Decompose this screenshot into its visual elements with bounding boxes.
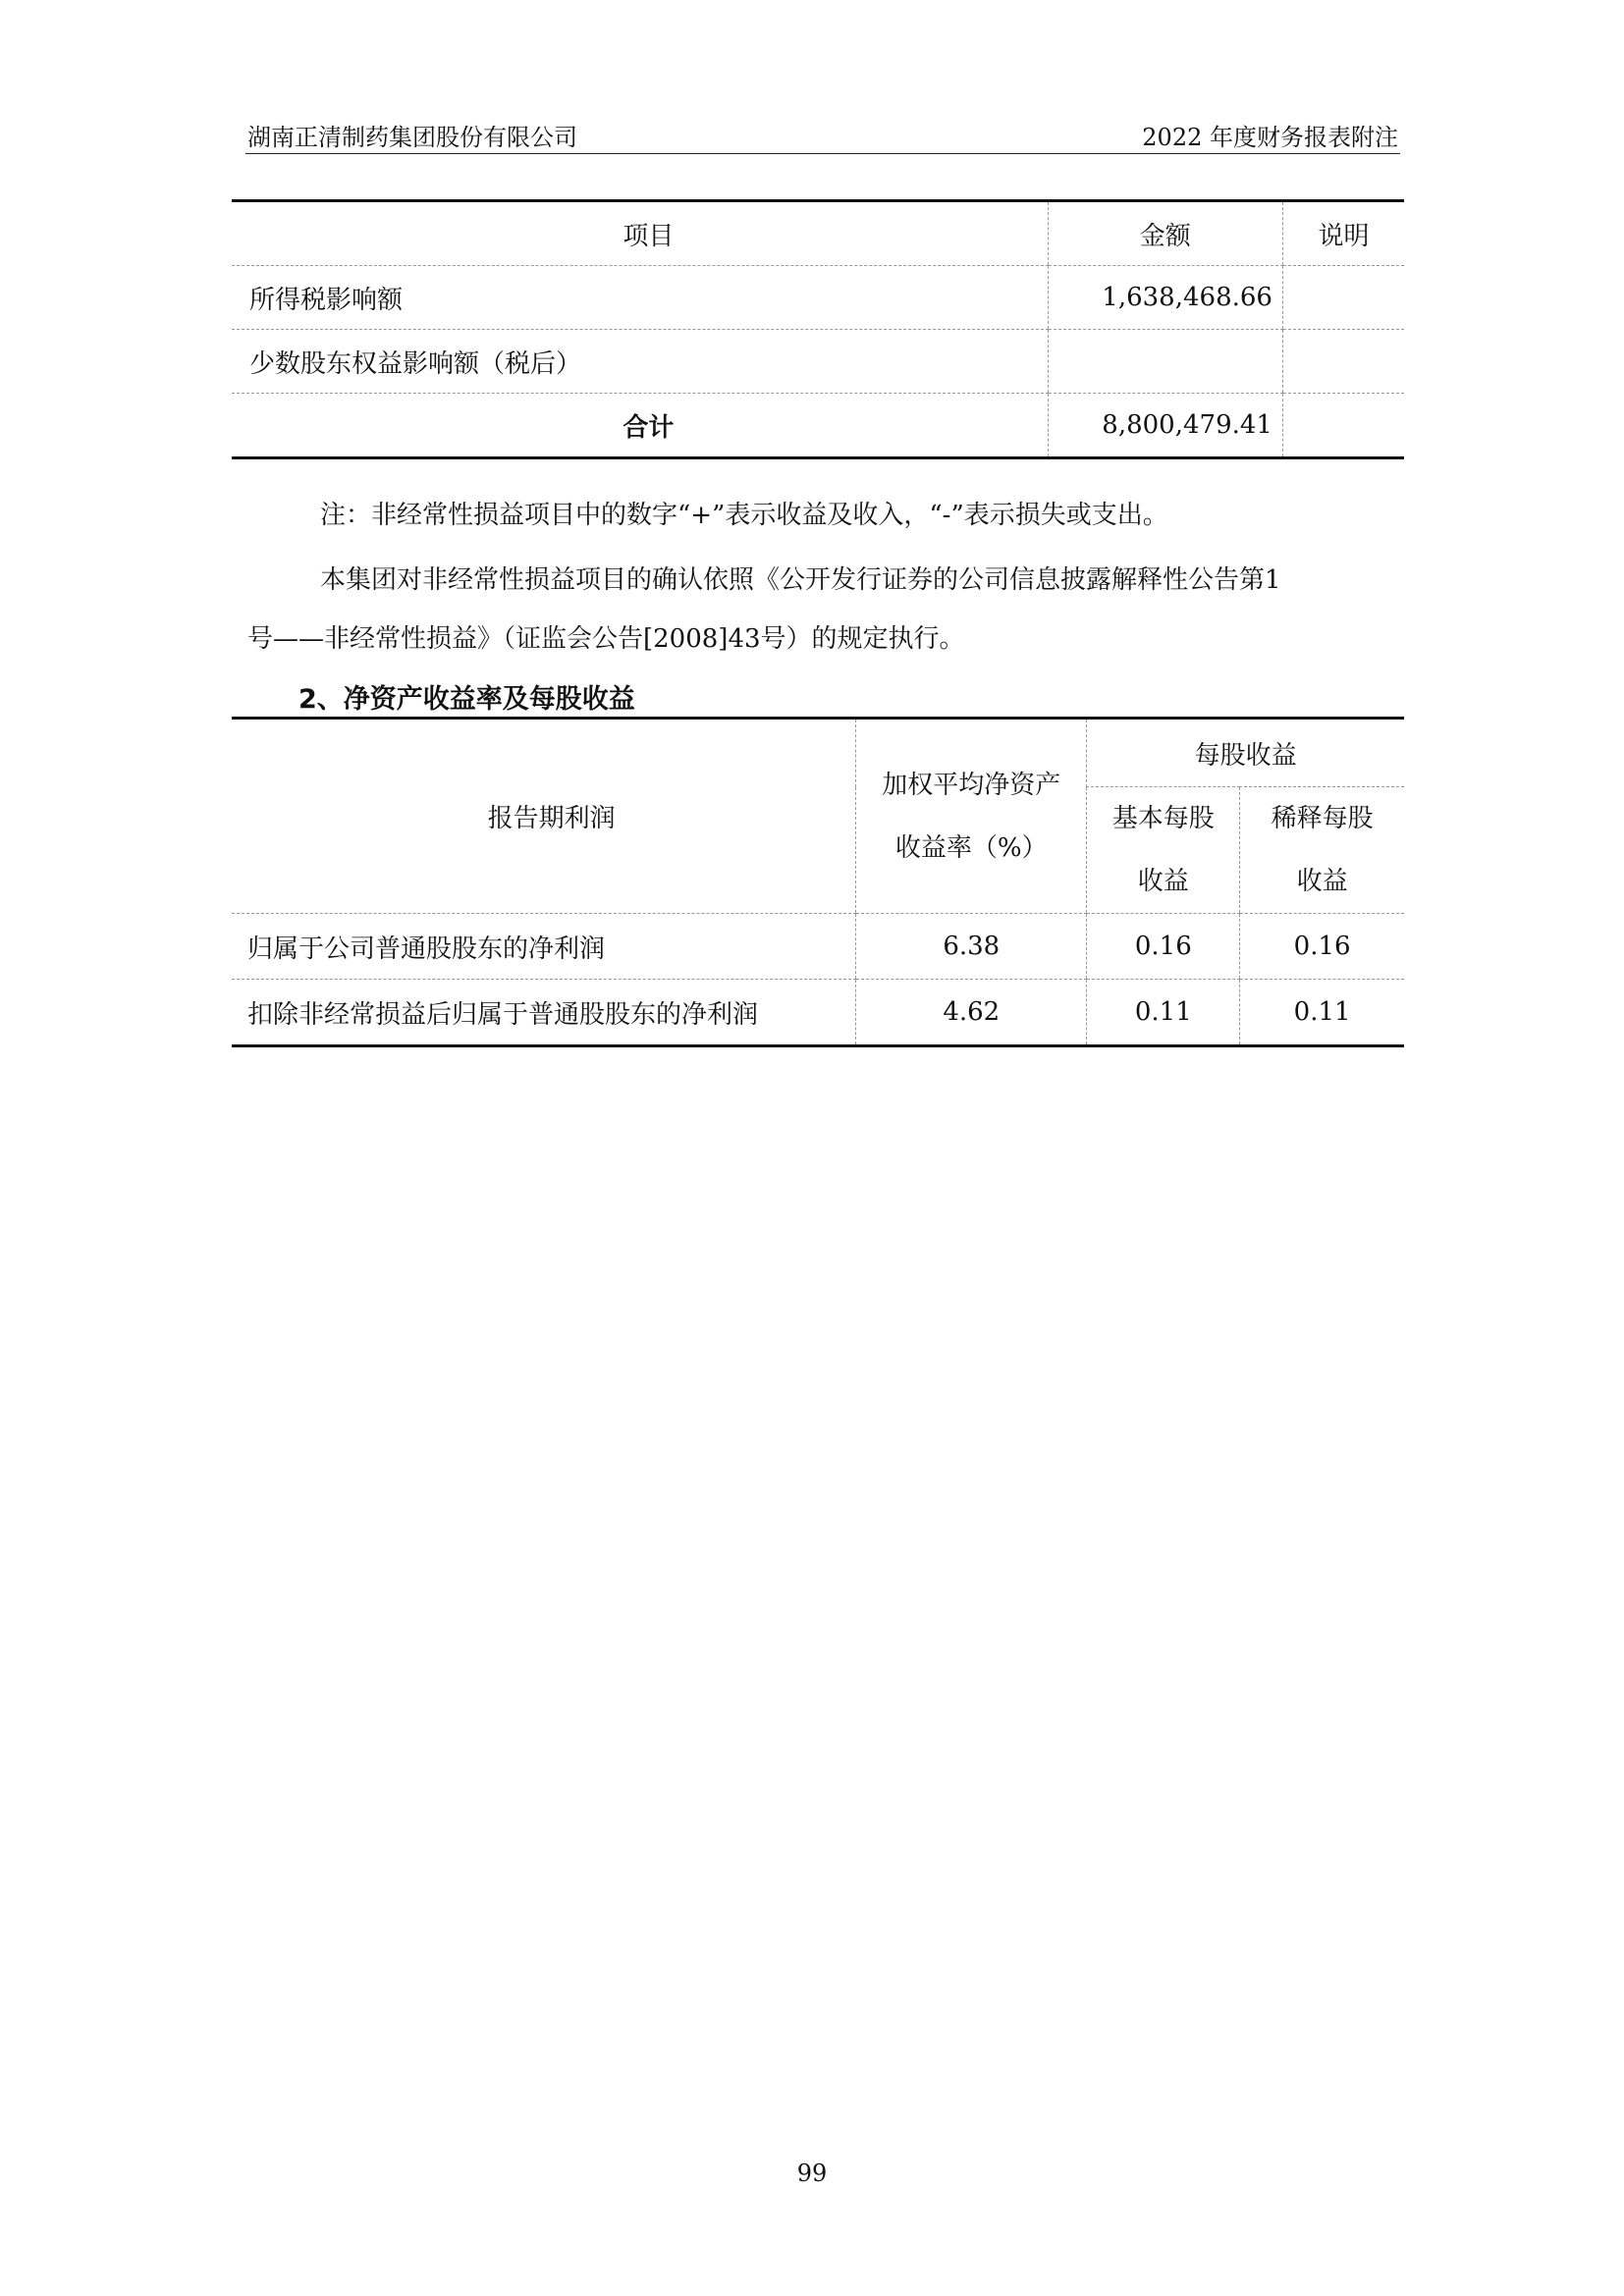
row-basic: 0.16 bbox=[1087, 914, 1240, 980]
report-title: 2022 年度财务报表附注 bbox=[1142, 124, 1398, 151]
header-diluted-line1: 稀释每股 bbox=[1271, 804, 1374, 833]
header-profit: 报告期利润 bbox=[232, 719, 856, 914]
table-row bbox=[232, 330, 1404, 394]
row-item: 少数股东权益影响额（税后） bbox=[232, 330, 1048, 394]
header-item: 项目 bbox=[232, 201, 1048, 266]
note-basis-line2: 号——非经常性损益》（证监会公告[2008]43号）的规定执行。 bbox=[247, 624, 965, 654]
row-amount bbox=[1048, 330, 1282, 394]
page-header bbox=[245, 110, 1400, 154]
note-basis-line1: 本集团对非经常性损益项目的确认依照《公开发行证券的公司信息披露解释性公告第1 bbox=[320, 565, 1281, 595]
row-diluted: 0.16 bbox=[1240, 914, 1404, 980]
row-label: 扣除非经常损益后归属于普通股股东的净利润 bbox=[247, 999, 759, 1030]
header-roe bbox=[856, 719, 1087, 914]
total-label: 合计 bbox=[623, 412, 675, 443]
row-note bbox=[1282, 330, 1404, 394]
row-roe: 4.62 bbox=[856, 980, 1087, 1046]
company-name: 湖南正清制药集团股份有限公司 bbox=[247, 124, 577, 151]
header-diluted-line2: 收益 bbox=[1296, 867, 1348, 896]
table-header-row bbox=[232, 719, 1404, 787]
roe-eps-table bbox=[232, 717, 1404, 1047]
row-amount: 1,638,468.66 bbox=[1048, 266, 1282, 330]
table-row bbox=[232, 914, 1404, 980]
header-eps: 每股收益 bbox=[1087, 719, 1404, 787]
row-note bbox=[1282, 266, 1404, 330]
total-row bbox=[232, 394, 1404, 458]
row-diluted: 0.11 bbox=[1240, 980, 1404, 1046]
table-header-row bbox=[232, 201, 1404, 266]
header-basic-line1: 基本每股 bbox=[1111, 804, 1215, 833]
row-basic: 0.11 bbox=[1087, 980, 1240, 1046]
total-amount: 8,800,479.41 bbox=[1048, 394, 1282, 458]
row-item: 所得税影响额 bbox=[232, 266, 1048, 330]
row-roe: 6.38 bbox=[856, 914, 1087, 980]
header-roe-line2: 收益率（%） bbox=[894, 832, 1048, 863]
section-title: 2、净资产收益率及每股收益 bbox=[298, 684, 635, 715]
page-number: 99 bbox=[796, 2160, 828, 2187]
table-row bbox=[232, 980, 1404, 1046]
table-row bbox=[232, 266, 1404, 330]
header-amount: 金额 bbox=[1048, 201, 1282, 266]
header-note: 说明 bbox=[1282, 201, 1404, 266]
note-sign-convention: 注：非经常性损益项目中的数字“+”表示收益及收入，“-”表示损失或支出。 bbox=[320, 501, 1168, 530]
row-label: 归属于公司普通股股东的净利润 bbox=[232, 914, 856, 980]
total-note bbox=[1282, 394, 1404, 458]
header-diluted-eps bbox=[1240, 787, 1404, 914]
header-basic-eps bbox=[1087, 787, 1240, 914]
non-recurring-items-table bbox=[232, 199, 1404, 459]
header-basic-line2: 收益 bbox=[1137, 867, 1189, 896]
header-roe-line1: 加权平均净资产 bbox=[882, 770, 1061, 800]
